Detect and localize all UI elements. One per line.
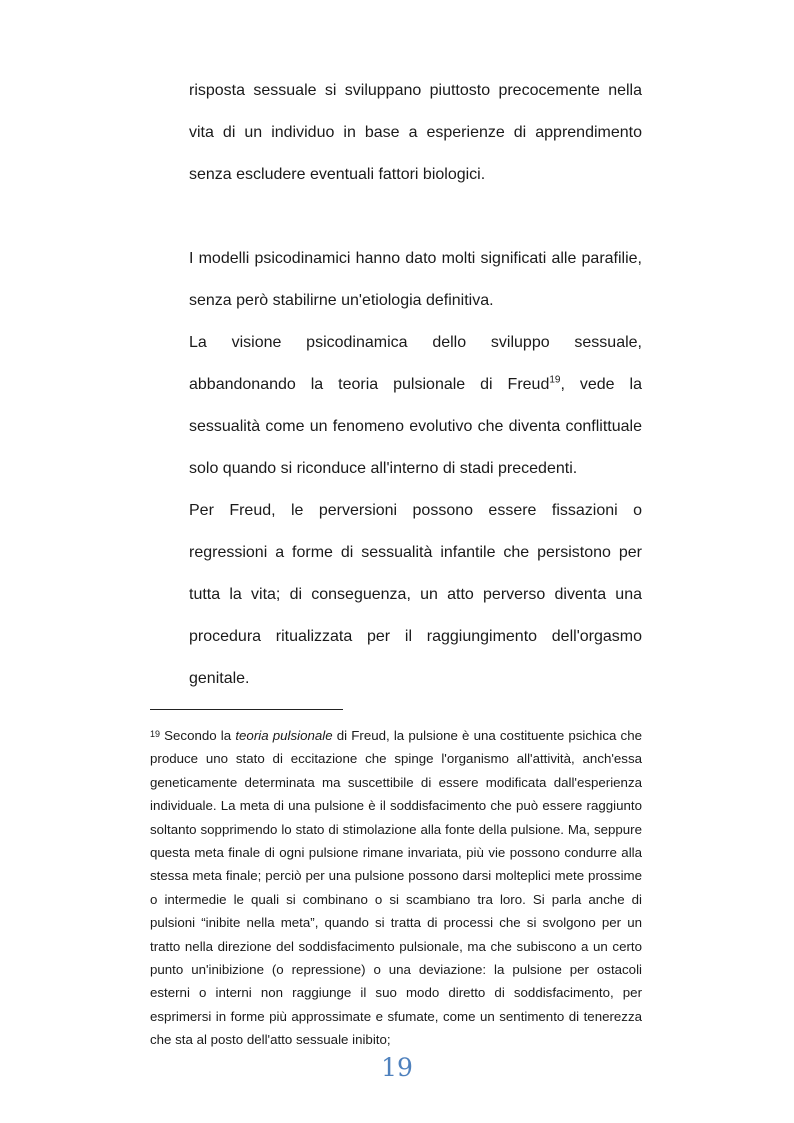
footnote-text: di Freud, la pulsione è una costituente psichica che produce uno stato di eccitazione che spinge l'organismo all'attività, anch'essa geneticamente determinata ma suscettibile di essere modificata dall'esperienza individuale. La meta di una pulsione è il soddisfacimento che può essere raggiunto soltanto sopprimendo lo stato di stimolazione alla fonte della pulsione. Ma, seppure questa meta finale di ogni pulsione rimane invariata, più vie possono condurre alla stessa meta finale; perciò per una pulsione possono darsi molteplici mete prossime o intermedie le quali si combinano o si scambiano tra loro. Si parla anche di pulsioni “inibite nella meta”, quando si tratta di processi che si svolgono per un tratto nella direzione del soddisfacimento pulsionale, ma che subiscono a un certo punto un'inibizione (o repressione) o una deviazione: la pulsione per ostacoli esterni o interni non raggiunge il suo modo diretto di soddisfacimento, per esprimersi in forme più approssimate e sfumate, come un sentimento di tenerezza che sta al posto dell'atto sessuale inibito; [150, 728, 642, 1048]
footnote-separator [150, 709, 343, 710]
main-text [189, 70, 642, 700]
paragraph-1: risposta sessuale si sviluppano piuttosto precocemente nella vita di un individuo in base a esperienze di apprendimento senza escludere eventuali fattori biologici. [189, 82, 642, 183]
paragraph-4: Per Freud, le perversioni possono essere fissazioni o regressioni a forme di sessualità infantile che persistono per tutta la vita; di conseguenza, un atto perverso diventa una procedura ritualizzata per il raggiungimento dell'orgasmo genitale. [189, 502, 642, 687]
paragraph-3-end: , vede la sessualità come un fenomeno evolutivo che diventa conflittuale solo quando si riconduce all'interno di stadi precedenti. [189, 376, 642, 477]
footnote-number: 19 [150, 729, 161, 739]
footnote-19 [150, 724, 642, 1052]
paragraph-3 [189, 322, 642, 490]
footnote-reference: 19 [549, 374, 561, 386]
paragraph-2: I modelli psicodinamici hanno dato molti significati alle parafilie, senza però stabilirne un'etiologia definitiva. [189, 250, 642, 309]
page-number: 19 [381, 1053, 413, 1082]
paragraph-3-start: La visione psicodinamica dello sviluppo sessuale, abbandonando la teoria pulsionale di Freud [189, 334, 642, 393]
footnote-intro: Secondo la [164, 728, 232, 743]
footnote-term: teoria pulsionale [235, 728, 333, 743]
